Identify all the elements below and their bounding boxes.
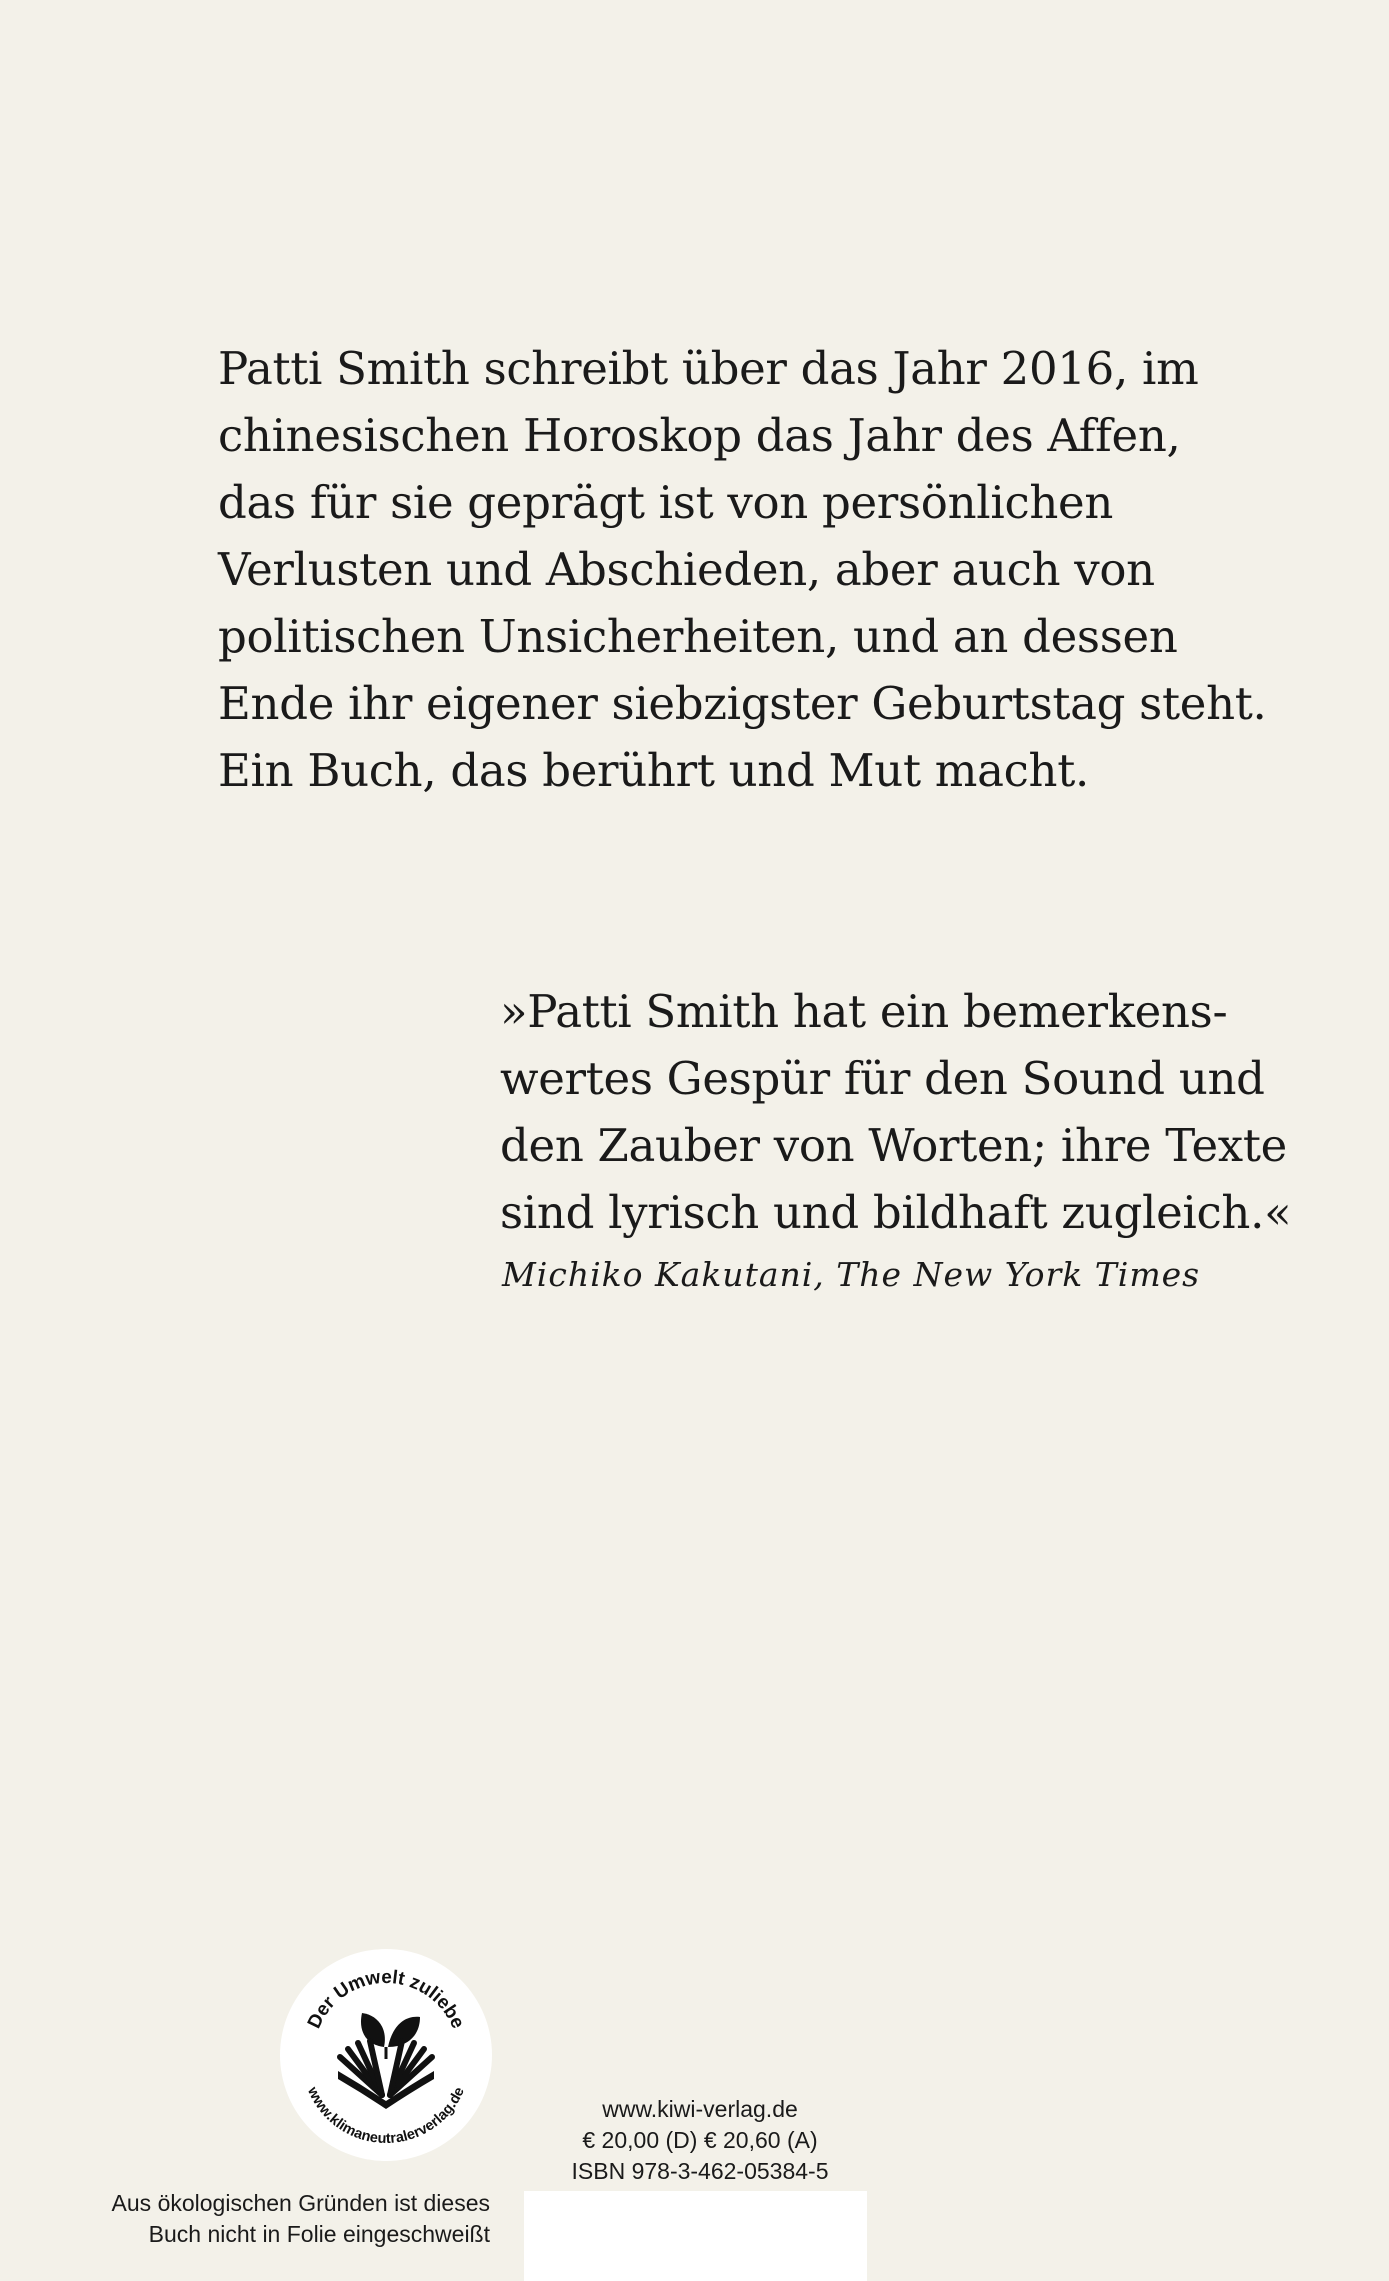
isbn-label: ISBN 978-3-462-05384-5: [571, 2158, 829, 2184]
blurb-line: politischen Unsicherheiten, und an dessen: [218, 610, 1178, 663]
book-blurb: [218, 335, 1267, 804]
eco-note-line: Buch nicht in Folie eingeschweißt: [148, 2221, 490, 2247]
blurb-line: Ende ihr eigener siebzigster Geburtstag steht.: [218, 677, 1267, 730]
badge-top-text: Der Umwelt zuliebe: [303, 1966, 469, 2032]
blurb-line: Verlusten und Abschieden, aber auch von: [218, 543, 1155, 596]
blurb-line: das für sie geprägt ist von persönlichen: [218, 476, 1114, 529]
eco-note-line: Aus ökologischen Gründen ist dieses: [111, 2190, 490, 2216]
badge-bottom-text: www.klimaneutralerverlag.de: [304, 2084, 468, 2148]
eco-note: [90, 2188, 490, 2250]
quote-line: wertes Gespür für den Sound und: [500, 1052, 1265, 1105]
publisher-website: www.kiwi-verlag.de: [602, 2096, 798, 2122]
publisher-info: [540, 2094, 860, 2187]
blurb-line: Ein Buch, das berührt und Mut macht.: [218, 744, 1090, 797]
price-label: € 20,00 (D) € 20,60 (A): [582, 2127, 818, 2153]
quote-line: »Patti Smith hat ein bemerkens-: [500, 985, 1228, 1038]
blurb-line: chinesischen Horoskop das Jahr des Affen,: [218, 409, 1181, 462]
blurb-line: Patti Smith schreibt über das Jahr 2016, im: [218, 342, 1199, 395]
quote-line: den Zauber von Worten; ihre Texte: [500, 1119, 1287, 1172]
barcode-area: [524, 2191, 867, 2281]
quote-attribution: Michiko Kakutani, The New York Times: [502, 1255, 1201, 1294]
eco-badge: [278, 1947, 494, 2163]
quote-line: sind lyrisch und bildhaft zugleich.«: [500, 1186, 1292, 1239]
review-quote: [500, 978, 1300, 1246]
